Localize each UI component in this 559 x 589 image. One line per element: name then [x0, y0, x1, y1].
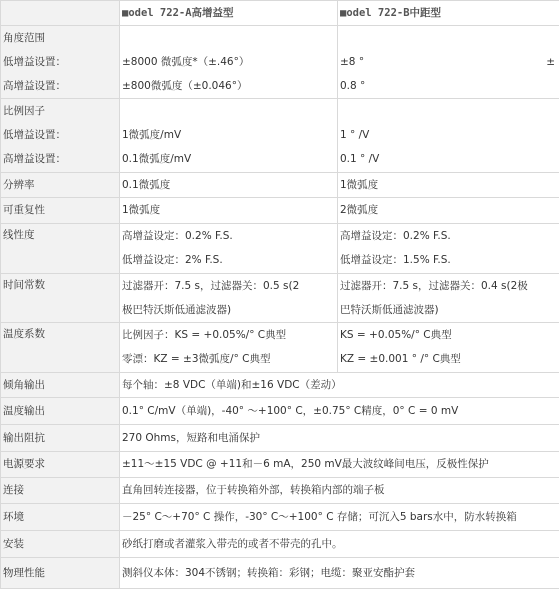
environment-label: 环境 — [1, 504, 120, 531]
row-environment — [1, 504, 559, 531]
angle-range-b-blank — [340, 26, 559, 50]
angle-range-a-low: ±8000 微弧度*（±.46°） — [122, 50, 337, 74]
repeatability-label: 可重复性 — [1, 198, 120, 224]
header-model-b: ■odel 722-B中距型 — [338, 1, 559, 26]
angle-range-b-low: ±8 ° — [340, 56, 364, 68]
time-constant-b-line2: 巴特沃斯低通滤波器) — [340, 298, 559, 322]
linearity-b-cell — [338, 224, 559, 274]
time-constant-a-line1: 过滤器开：7.5 s，过滤器关：0.5 s(2 — [122, 274, 337, 298]
power-label: 电源要求 — [1, 452, 120, 478]
resolution-b: 1微弧度 — [338, 173, 559, 198]
scale-factor-low-gain-label: 低增益设置： — [3, 123, 119, 147]
row-time-constant — [1, 274, 559, 323]
temperature-coeff-a-cell — [120, 323, 338, 373]
angle-range-b-cell — [338, 26, 559, 99]
angle-range-b-overflow-sign: ± — [546, 50, 555, 74]
row-tilt-output — [1, 373, 559, 398]
linearity-a-high: 高增益设定：0.2% F.S. — [122, 224, 337, 248]
temp-output-value: 0.1° C/mV（单端)，-40° ～+100° C，±0.75° C精度，0° C = 0 mV — [120, 398, 559, 425]
output-impedance-label: 输出阻抗 — [1, 425, 120, 452]
row-power — [1, 452, 559, 478]
angle-range-b-low-line — [340, 50, 559, 74]
physical-label: 物理性能 — [1, 558, 120, 589]
installation-label: 安装 — [1, 531, 120, 558]
scale-factor-b-cell — [338, 99, 559, 173]
scale-factor-a-blank — [122, 99, 337, 123]
linearity-b-high: 高增益设定：0.2% F.S. — [340, 224, 559, 248]
temperature-coeff-a-kz: 零漂：KZ = ±3微弧度/° C典型 — [122, 347, 337, 371]
angle-range-title: 角度范围 — [3, 26, 119, 50]
angle-range-high-gain-label: 高增益设置： — [3, 74, 119, 98]
time-constant-label: 时间常数 — [1, 274, 120, 323]
connection-value: 直角回转连接器，位于转换箱外部，转换箱内部的端子板 — [120, 478, 559, 504]
linearity-b-low: 低增益设定：1.5% F.S. — [340, 248, 559, 272]
linearity-a-cell — [120, 224, 338, 274]
power-value: ±11～±15 VDC @ +11和－6 mA，250 mV最大波纹峰间电压，反极性保护 — [120, 452, 559, 478]
angle-range-a-high: ±800微弧度（±0.046°） — [122, 74, 337, 98]
angle-range-label-cell — [1, 26, 120, 99]
angle-range-b-high: 0.8 ° — [340, 74, 559, 98]
scale-factor-b-high: 0.1 ° /V — [340, 147, 559, 171]
scale-factor-title: 比例因子 — [3, 99, 119, 123]
header-corner-cell — [1, 1, 120, 26]
environment-value: －25° C～+70° C 操作，-30° C～+100° C 存储；可沉入5 bars水中，防水转换箱 — [120, 504, 559, 531]
row-angle-range — [1, 26, 559, 99]
row-linearity — [1, 224, 559, 274]
linearity-label: 线性度 — [1, 224, 120, 274]
row-output-impedance — [1, 425, 559, 452]
temperature-coeff-b-ks: KS = +0.05%/° C典型 — [340, 323, 559, 347]
time-constant-b-cell — [338, 274, 559, 323]
row-scale-factor — [1, 99, 559, 173]
row-installation — [1, 531, 559, 558]
scale-factor-a-high: 0.1微弧度/mV — [122, 147, 337, 171]
time-constant-a-cell — [120, 274, 338, 323]
scale-factor-label-cell — [1, 99, 120, 173]
temperature-coeff-label: 温度系数 — [1, 323, 120, 373]
row-temperature-coeff — [1, 323, 559, 373]
connection-label: 连接 — [1, 478, 120, 504]
row-physical — [1, 558, 559, 589]
header-model-a: ■odel 722-A高增益型 — [120, 1, 338, 26]
resolution-label: 分辨率 — [1, 173, 120, 198]
repeatability-b: 2微弧度 — [338, 198, 559, 224]
row-resolution — [1, 173, 559, 198]
header-row — [1, 1, 559, 26]
row-repeatability — [1, 198, 559, 224]
scale-factor-a-cell — [120, 99, 338, 173]
temperature-coeff-a-ks: 比例因子：KS = +0.05%/° C典型 — [122, 323, 337, 347]
temperature-coeff-b-cell — [338, 323, 559, 373]
row-temp-output — [1, 398, 559, 425]
row-connection — [1, 478, 559, 504]
angle-range-a-cell — [120, 26, 338, 99]
time-constant-a-line2: 极巴特沃斯低通滤波器) — [122, 298, 337, 322]
angle-range-low-gain-label: 低增益设置： — [3, 50, 119, 74]
temp-output-label: 温度输出 — [1, 398, 120, 425]
linearity-a-low: 低增益设定：2% F.S. — [122, 248, 337, 272]
tilt-output-value: 每个轴：±8 VDC（单端)和±16 VDC（差动） — [120, 373, 559, 398]
resolution-a: 0.1微弧度 — [120, 173, 338, 198]
scale-factor-high-gain-label: 高增益设置： — [3, 147, 119, 171]
tilt-output-label: 倾角输出 — [1, 373, 120, 398]
temperature-coeff-b-kz: KZ = ±0.001 ° /° C典型 — [340, 347, 559, 371]
physical-value: 测斜仪本体：304不锈钢；转换箱：彩钢；电缆：聚亚安酯护套 — [120, 558, 559, 589]
angle-range-a-blank — [122, 26, 337, 50]
repeatability-a: 1微弧度 — [120, 198, 338, 224]
scale-factor-b-low: 1 ° /V — [340, 123, 559, 147]
installation-value: 砂纸打磨或者灌浆入带壳的或者不带壳的孔中。 — [120, 531, 559, 558]
output-impedance-value: 270 Ohms，短路和电涌保护 — [120, 425, 559, 452]
scale-factor-a-low: 1微弧度/mV — [122, 123, 337, 147]
time-constant-b-line1: 过滤器开：7.5 s，过滤器关：0.4 s(2极 — [340, 274, 559, 298]
scale-factor-b-blank — [340, 99, 559, 123]
